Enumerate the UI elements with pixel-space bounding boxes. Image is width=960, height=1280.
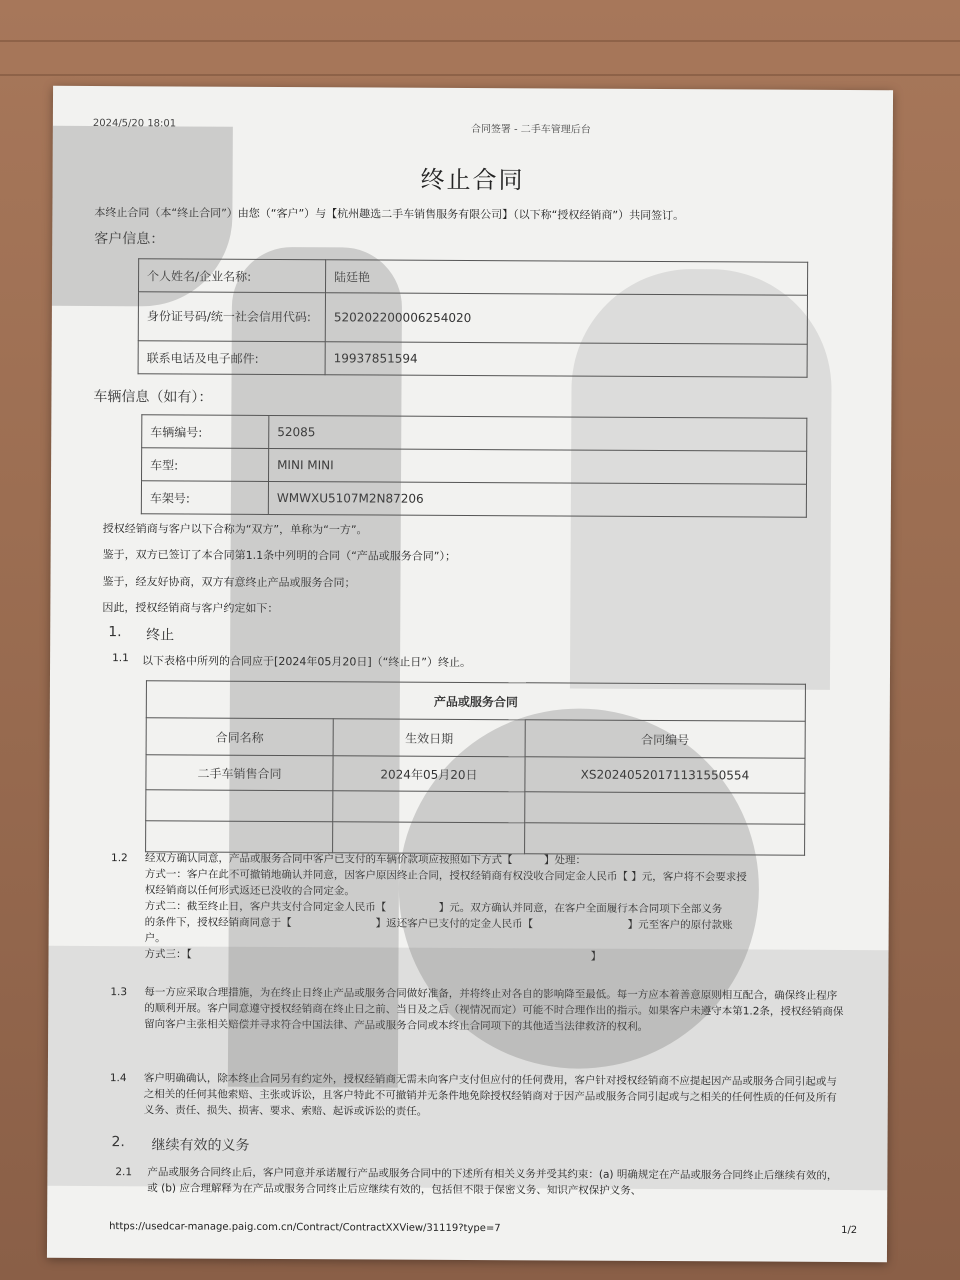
contract-cell: 2024年05月20日	[333, 756, 525, 792]
document-title: 终止合同	[420, 165, 525, 195]
clause-number: 1.3	[110, 986, 128, 999]
clause-line: 权经销商以任何形式返还已没收的合同定金。	[144, 884, 355, 898]
vehicle-section-heading: 车辆信息（如有）：	[93, 389, 213, 406]
clause-number: 1.1	[112, 652, 129, 665]
customer-info-table	[138, 258, 809, 378]
vehicle-value: 52085	[269, 415, 807, 451]
customer-value: 19937851594	[325, 342, 807, 378]
table-row	[141, 481, 806, 517]
page-number: 1/2	[841, 1224, 858, 1237]
contract-cell: XS20240520171131550554	[525, 757, 805, 793]
section-2-title: 继续有效的义务	[151, 1137, 250, 1154]
clause-1-2-text	[144, 850, 845, 966]
section-1-title: 终止	[146, 627, 175, 644]
customer-label: 个人姓名/企业名称:	[138, 259, 325, 293]
print-datetime: 2024/5/20 18:01	[92, 118, 177, 130]
recital: 鉴于，经友好协商，双方有意终止产品或服务合同；	[102, 575, 356, 590]
recital: 因此，授权经销商与客户约定如下：	[102, 601, 279, 615]
clause-1-4-text: 客户明确确认，除本终止合同另有约定外，授权经销商无需未向客户支付但应付的任何费用，客户针对授权经销商不应提起因产品或服务合同引起或与之相关的任何其他索赔、主张或诉讼，且客户特此不可撤销并无条件地免除授权经销商对于因产品或服务合同引起或与之相关的任何性质的任何及所有义务、责任、损失、损害、要求、索赔、起诉或诉讼的责任。	[143, 1072, 837, 1118]
clause-number: 1.2	[110, 852, 128, 865]
clause-number: 2.1	[115, 1166, 133, 1179]
vehicle-label: 车辆编号:	[142, 415, 269, 449]
print-url: https://usedcar-manage.paig.com.cn/Contract/ContractXXView/31119?type=7	[109, 1221, 501, 1235]
clause-1-1-text: 以下表格中所列的合同应于[2024年05月20日]（“终止日”）终止。	[142, 654, 472, 670]
vehicle-label: 车架号:	[141, 481, 268, 515]
contract-header: 生效日期	[333, 719, 525, 757]
print-page-title: 合同签署 - 二手车管理后台	[470, 123, 591, 136]
table-row	[146, 681, 805, 721]
table-row	[142, 448, 807, 484]
vehicle-value: WMWXU5107M2N87206	[268, 481, 806, 517]
clause-1-3-text: 每一方应采取合理措施，为在终止日终止产品或服务合同做好准备，并将终止对各自的影响降至最低。每一方应本着善意原则相互配合，确保终止程序的顺利开展。客户同意遵守授权经销商在终止日之前、当日及之后（视情况而定）可能不时合理作出的指示。如果客户未遵守本第1.2条，授权经销商保留向客户主张相关赔偿并寻求符合中国法律、产品或服务合同或本终止合同项下的其他适当法律救济的权利。	[144, 986, 844, 1033]
clause-line: 的条件下，授权经销商同意于【 】返还客户已支付的定金人民币【 】元至客户的原付款账	[144, 916, 733, 932]
table-row	[146, 790, 805, 824]
intro-text: 本终止合同（本“终止合同”）由您（“客户”）与【杭州趣选二手车销售服务有限公司】（以下称“授权经销商”）共同签订。	[94, 206, 685, 223]
table-row	[138, 292, 807, 345]
table-row	[146, 755, 805, 793]
customer-label: 联系电话及电子邮件:	[138, 341, 325, 375]
table-row	[138, 259, 807, 296]
recital: 鉴于，双方已签订了本合同第1.1条中列明的合同（“产品或服务合同”）；	[102, 548, 457, 563]
section-2-number: 2.	[111, 1134, 125, 1151]
contract-cell: 二手车销售合同	[146, 755, 333, 791]
clause-number: 1.4	[109, 1072, 127, 1085]
section-1-number: 1.	[108, 624, 122, 641]
clause-line: 方式一：客户在此不可撤销地确认并同意，因客户原因终止合同，授权经销商有权没收合同定金人民币【 】元，客户将不会要求授	[144, 868, 747, 884]
clause-2-1-text: 产品或服务合同终止后，客户同意并承诺履行产品或服务合同中的下述所有相关义务并受其约束：(a) 明确规定在产品或服务合同终止后继续有效的，或 (b) 应合理解释为在产品或服务合同终止后应继续有效的，包括但不限于保密义务、知识产权保护义务、	[147, 1166, 838, 1197]
table-row	[142, 415, 807, 451]
customer-section-heading: 客户信息：	[94, 231, 165, 248]
clause-line: 经双方确认同意，产品或服务合同中客户已支付的车辆价款项应按照如下方式【 】处理：	[144, 852, 587, 867]
contract-table	[145, 680, 806, 855]
customer-value: 520202200006254020	[325, 293, 807, 345]
contract-table-caption: 产品或服务合同	[146, 681, 805, 721]
vehicle-info-table	[141, 414, 808, 517]
customer-label: 身份证号码/统一社会信用代码:	[138, 292, 325, 342]
contract-header: 合同名称	[146, 718, 333, 756]
recital: 授权经销商与客户以下合称为“双方”，单称为“一方”。	[102, 522, 368, 537]
vehicle-value: MINI MINI	[269, 448, 807, 484]
vehicle-label: 车型:	[142, 448, 269, 482]
wood-grain	[0, 40, 960, 42]
wood-grain	[0, 74, 960, 76]
contract-header: 合同编号	[525, 720, 805, 758]
table-row	[146, 718, 805, 758]
clause-line: 户。	[144, 932, 166, 945]
clause-line: 方式二：截至终止日，客户共支付合同定金人民币【 】元。双方确认并同意，在客户全面履行本合同项下全部义务	[144, 900, 723, 916]
document-page	[47, 86, 893, 1262]
table-row	[138, 341, 807, 378]
customer-value: 陆廷艳	[325, 260, 807, 296]
clause-line: 方式三：【 】	[144, 948, 602, 963]
